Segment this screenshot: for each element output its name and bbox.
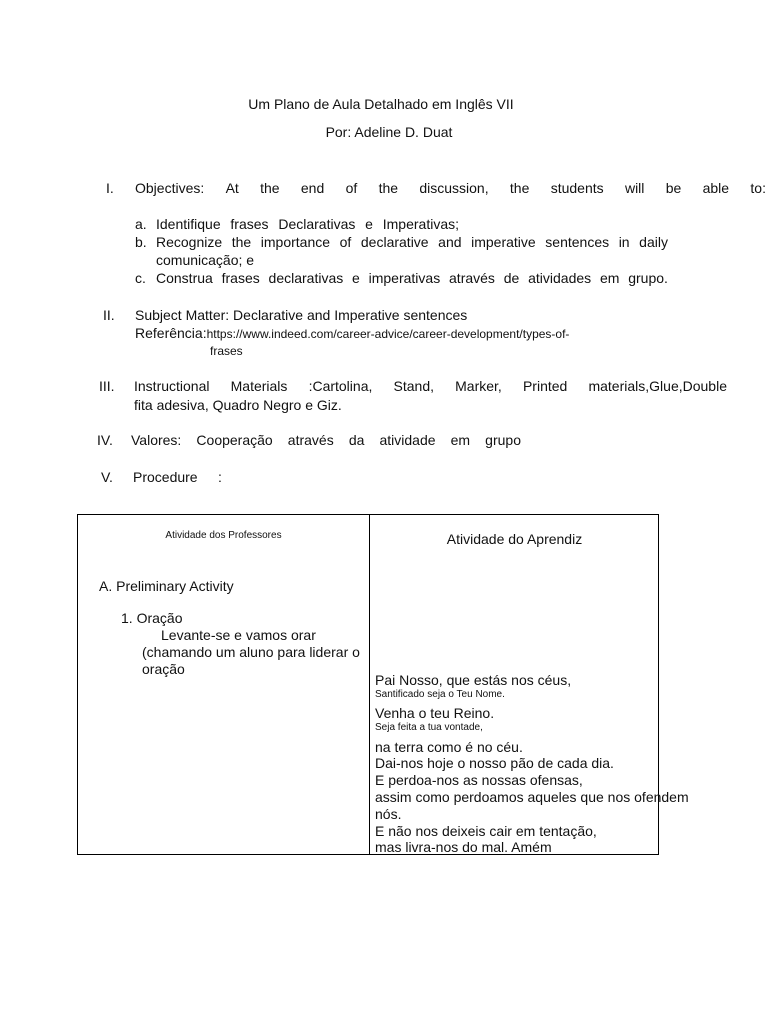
- section-number: I.: [106, 180, 114, 196]
- word: Declarativas: [278, 216, 356, 232]
- word: Identifique: [156, 216, 221, 232]
- section-number: V.: [101, 469, 113, 485]
- word: imperativas: [368, 270, 441, 286]
- objective-a: [156, 216, 459, 232]
- procedure-label: Procedure: [133, 469, 198, 485]
- learner-activity-header: Atividade do Aprendiz: [446, 531, 583, 547]
- word: Recognize: [156, 234, 223, 250]
- prayer-line: Santificado seja o Teu Nome.: [375, 689, 505, 700]
- word: Valores:: [131, 432, 182, 448]
- word: Materials: [230, 378, 288, 394]
- page-title: Um Plano de Aula Detalhado em Inglês VII: [248, 96, 514, 112]
- reference-line: [135, 325, 569, 341]
- values-line: [131, 432, 521, 448]
- word: to:: [750, 180, 766, 196]
- materials-continued: fita adesiva, Quadro Negro e Giz.: [134, 397, 342, 413]
- prayer-line: assim como perdoamos aqueles que nos ofendem: [375, 789, 689, 805]
- word: e: [352, 270, 360, 286]
- word: atividade: [379, 432, 436, 448]
- word: be: [665, 180, 682, 196]
- word: materials,Glue,Double: [588, 378, 727, 394]
- word: Construa: [156, 270, 213, 286]
- word: daily: [639, 234, 668, 250]
- author-line: Por: Adeline D. Duat: [325, 124, 453, 140]
- word: em: [599, 270, 620, 286]
- word: able: [702, 180, 730, 196]
- reference-label: Referência:: [135, 325, 207, 341]
- section-number: IV.: [97, 432, 113, 448]
- objective-c: [156, 270, 668, 286]
- prayer-item-label: 1. Oração: [121, 610, 183, 626]
- word: the: [260, 180, 280, 196]
- word: através: [449, 270, 495, 286]
- word: and: [438, 234, 462, 250]
- word: Cooperação: [196, 432, 273, 448]
- word: end: [300, 180, 325, 196]
- word: in: [618, 234, 630, 250]
- word: of: [339, 234, 352, 250]
- teacher-activity-header: Atividade dos Professores: [165, 530, 282, 541]
- word: of: [345, 180, 358, 196]
- word: Objectives:: [135, 180, 205, 196]
- word: imperative: [471, 234, 536, 250]
- word: Instructional: [134, 378, 210, 394]
- prayer-line: E não nos deixeis cair em tentação,: [375, 823, 597, 839]
- prayer-line: Venha o teu Reino.: [375, 705, 495, 721]
- reference-url-continued: frases: [210, 344, 243, 358]
- objective-b: [156, 234, 668, 250]
- word: At: [225, 180, 239, 196]
- word: e: [365, 216, 373, 232]
- word: de: [503, 270, 520, 286]
- prayer-line: Seja feita a tua vontade,: [375, 722, 483, 733]
- word: students: [550, 180, 604, 196]
- section-number: II.: [103, 307, 115, 323]
- activity-table: [77, 514, 689, 855]
- word: atividades: [528, 270, 592, 286]
- preliminary-activity-heading: A. Preliminary Activity: [99, 578, 234, 594]
- word: the: [231, 234, 252, 250]
- list-marker: b.: [135, 234, 147, 250]
- prayer-line: mas livra-nos do mal. Amém: [375, 839, 552, 855]
- reference-url: https://www.indeed.com/career-advice/career-development/types-of-: [206, 327, 570, 341]
- word: através: [287, 432, 334, 448]
- word: Imperativas;: [382, 216, 459, 232]
- word: importance: [260, 234, 331, 250]
- prayer-line: nós.: [375, 806, 402, 822]
- word: da: [348, 432, 365, 448]
- list-marker: a.: [135, 216, 147, 232]
- word: frases: [230, 216, 269, 232]
- word: the: [509, 180, 530, 196]
- word: frases: [221, 270, 260, 286]
- objectives-line: [135, 180, 766, 196]
- word: the: [378, 180, 399, 196]
- subject-matter: Subject Matter: Declarative and Imperative sentences: [135, 307, 468, 323]
- teacher-instruction: Levante-se e vamos orar: [161, 627, 316, 643]
- procedure-colon: :: [218, 469, 222, 485]
- word: Printed: [522, 378, 568, 394]
- materials-line: [134, 378, 727, 394]
- prayer-line: E perdoa-nos as nossas ofensas,: [375, 772, 583, 788]
- word: declarative: [360, 234, 429, 250]
- word: sentences: [545, 234, 610, 250]
- column-divider: [369, 515, 370, 854]
- word: discussion,: [419, 180, 489, 196]
- section-number: III.: [99, 378, 115, 394]
- list-marker: c.: [135, 270, 146, 286]
- objective-b-continued: comunicação; e: [156, 252, 255, 268]
- word: declarativas: [268, 270, 344, 286]
- teacher-instruction: oração: [142, 661, 185, 677]
- word: grupo.: [628, 270, 668, 286]
- word: Marker,: [455, 378, 502, 394]
- teacher-instruction: (chamando um aluno para liderar o: [142, 644, 360, 660]
- prayer-line: Dai-nos hoje o nosso pão de cada dia.: [375, 755, 614, 771]
- word: grupo: [485, 432, 521, 448]
- word: :Cartolina,: [308, 378, 373, 394]
- word: em: [450, 432, 471, 448]
- word: Stand,: [393, 378, 434, 394]
- word: will: [624, 180, 645, 196]
- prayer-line: Pai Nosso, que estás nos céus,: [375, 672, 572, 688]
- prayer-line: na terra como é no céu.: [375, 739, 523, 755]
